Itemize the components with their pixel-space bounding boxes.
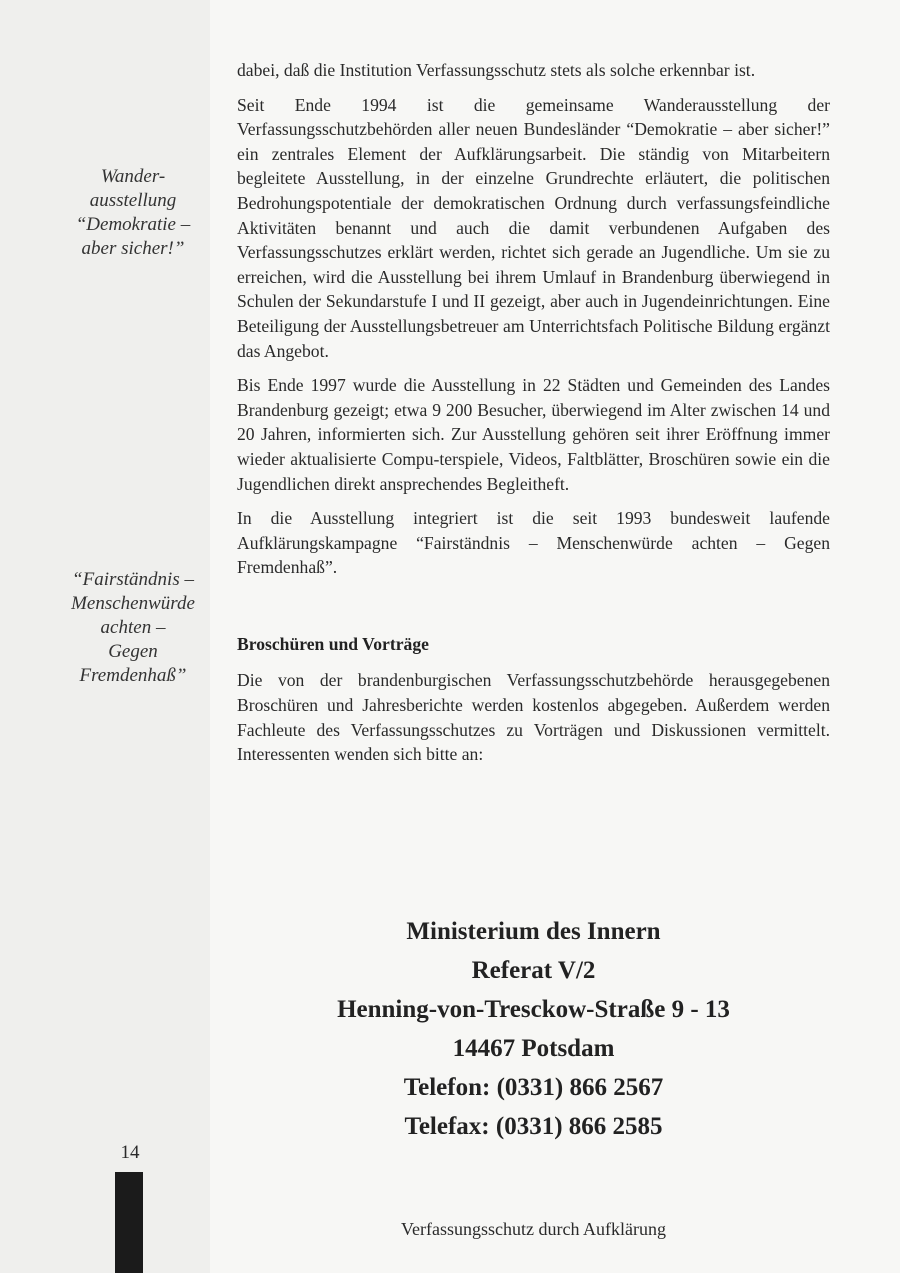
page-number: 14 [120,1142,140,1163]
paragraph-continuation: dabei, daß die Institution Verfassungsschutz stets als solche erkennbar ist. [237,60,756,80]
paragraph-campaign: In die Ausstellung integriert ist die seit 1993 bundesweit laufende Aufklärungskampagne “Fairständnis – Menschenwürde achten – Gegen Fremdenhaß”. [237,508,830,578]
side-note-line: Wander- [100,166,166,187]
side-note-line: “Demokratie – [75,214,191,235]
section-heading: Broschüren und Vorträge [237,633,429,654]
paragraph-wanderausstellung: Seit Ende 1994 ist die gemeinsame Wanderausstellung der Verfassungsschutzbehörden aller neuen Bundesländer “Demokratie – aber sicher!” ein zentrales Element der Aufklärungsarbeit. Die ständig von Mitarbeitern begleitete Ausstellung, in der einzelne Grundrechte erläutert, die politischen Bedrohungspotentiale der demokratischen Ordnung durch verfassungsfeindliche Aktivitäten benannt und auch die damit verbundenen Aufgaben des Verfassungsschutzes erklärt werden, richtet sich gerade an Jugendliche. Um sie zu erreichen, wird die Ausstellung bei ihrem Umlauf in Brandenburg überwiegend in Schulen der Sekundarstufe I und II gezeigt, aber auch in Jugendeinrichtungen. Eine Beteiligung der Ausstellungsbetreuer am Unterrichtsfach Politische Bildung ergänzt das Angebot. [237,94,830,361]
side-note-line: Fremdenhaß” [79,665,187,686]
paragraph-brochures: Die von der brandenburgischen Verfassungsschutzbehörde herausgegebenen Broschüren und Jahresberichte werden kostenlos abgegeben. Außerdem werden Fachleute des Verfassungsschutzes zu Vorträgen und Diskussionen vermittelt. Interessenten wenden sich bitte an: [237,670,830,765]
side-note-wanderausstellung [48,165,218,261]
side-note-line: Gegen [108,641,158,662]
side-note-fairstaendnis [48,568,218,688]
address-street: Henning-von-Tresckow-Straße 9 - 13 [337,996,730,1023]
side-note-line: ausstellung [89,190,177,211]
address-ministry: Ministerium des Innern [406,918,661,945]
page-footer: Verfassungsschutz durch Aufklärung [401,1219,666,1239]
address-city: 14467 Potsdam [452,1035,615,1062]
contact-address [237,912,830,1146]
address-fax: Telefax: (0331) 866 2585 [404,1113,663,1140]
paragraph-statistics: Bis Ende 1997 wurde die Ausstellung in 22 Städten und Gemeinden des Landes Brandenburg gezeigt; etwa 9 200 Besucher, überwiegend im Alter zwischen 14 und 20 Jahren, informierten sich. Zur Ausstellung gehören seit ihrer Eröffnung immer wieder aktualisierte Compu-terspiele, Videos, Faltblätter, Broschüren sowie ein die Jugendlichen direkt ansprechendes Begleitheft. [237,375,830,494]
side-note-line: Menschenwürde [71,593,195,614]
side-note-line: achten – [100,617,166,638]
side-note-line: “Fairständnis – [72,569,194,590]
address-phone: Telefon: (0331) 866 2567 [403,1074,664,1101]
side-note-line: aber sicher!” [81,238,185,259]
address-department: Referat V/2 [471,957,596,984]
thumb-index-bar [115,1172,143,1273]
main-text [237,58,830,777]
